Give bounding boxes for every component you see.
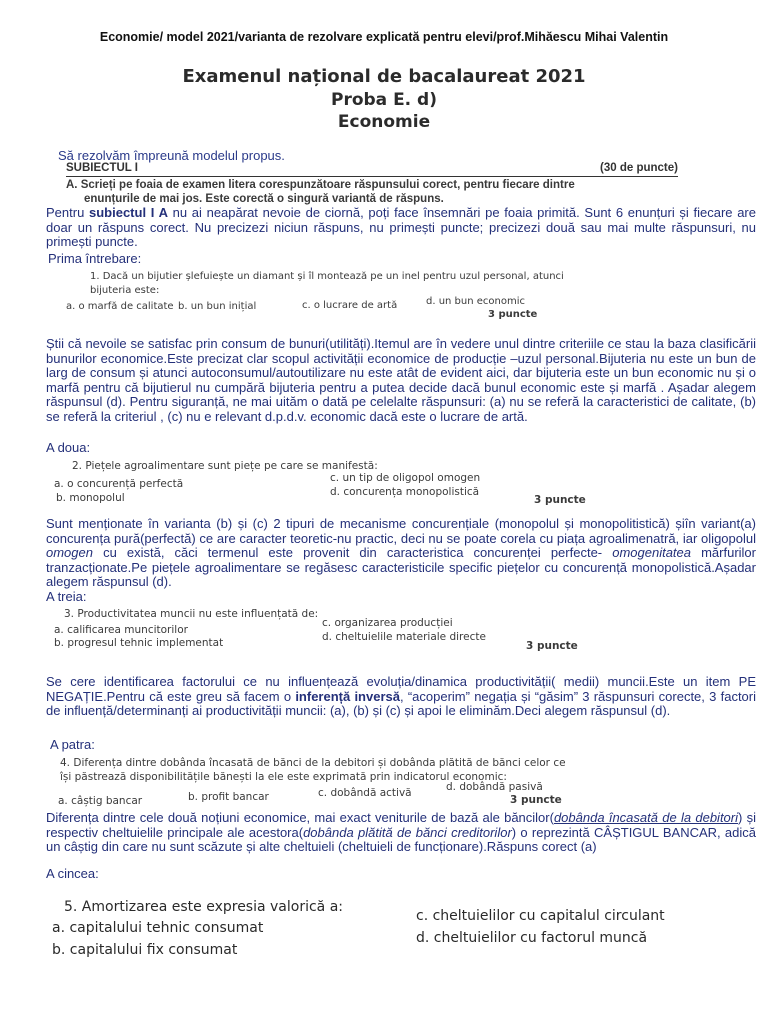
explanation-paragraph: Pentru subiectul I A nu ai neapărat nevoie de ciornă, poți face însemnări pe foaia primită. Sunt 6 enunțuri și fiecare are doar un răspuns corect. Nu precizezi niciun răspuns, nu primești puncte; precizezi două sau mai multe răspunsuri, nu primești puncte. (46, 205, 756, 250)
q1-points: 3 puncte (488, 309, 538, 320)
q2-option-c: c. un tip de oligopol omogen (330, 472, 481, 484)
exam-subtitle: Proba E. d) (330, 90, 437, 110)
q1-option-a: a. o marfă de calitate (66, 301, 174, 312)
subject-ref: subiectul I A (89, 205, 168, 220)
q4-option-c: c. dobândă activă (318, 787, 412, 799)
intro-text: Să rezolvăm împreună modelul propus. (58, 148, 285, 163)
q5-option-d: d. cheltuielilor cu factorul muncă (416, 930, 648, 946)
instruction-line-2: enunțurile de mai jos. Este corectă o singură variantă de răspuns. (84, 193, 444, 205)
subject-instruction (66, 178, 686, 206)
q2-option-a: a. o concurență perfectă (54, 478, 184, 490)
q2-option-d: d. concurența monopolistică (330, 486, 480, 498)
q3-option-b: b. progresul tehnic implementat (54, 637, 224, 649)
q1-option-d: d. un bun economic (426, 296, 526, 307)
subject-points: (30 de puncte) (600, 162, 678, 174)
answer-1: Știi că nevoile se satisfac prin consum de bunuri(utilități).Itemul are în vedere unul dintre criteriile ce stau la baza clasificării bunurilor economice.Este precizat clar scopul activității economice de producție –uzul personal.Bijuteria nu este un bun de larg de consum și atunci autoconsumul/autoutilizare nu este atât de evident aici, dar bijuteria este un bun economic nu și o marfă pentru că bijutierul nu cumpără bijuteria pentru a putea decide dacă bunul economic este și marfă . Așadar alegem răspunsul (d). Pentru siguranță, ne mai uităm o dată pe celelalte răspunsuri: (a) nu se referă la caracteristici de calitate, (b) se referă la criteriul , (c) nu e relevant d.p.d.v. economic dacă este o lucrare de artă. (46, 336, 756, 424)
q3-stem: 3. Productivitatea muncii nu este influențată de: (64, 608, 319, 620)
q2-stem: 2. Piețele agroalimentare sunt piețe pe care se manifestă: (72, 460, 378, 472)
answer-3: Se cere identificarea factorului ce nu influențează evoluția/dinamica productivității( medii) muncii.Este un item PE NEGAȚIE.Pentru că este greu să facem o inferență inversă, “acoperim” negația și “găsim” 3 răspunsuri corecte, 3 factori de influență/determinanți ai productivității muncii: (a), (b) și (c) și apoi le eliminăm.Deci alegem răspunsul (d). (46, 674, 757, 719)
q4-stem-line2: își păstrează disponibilitățile bănești la ele este exprimată prin indicatorul economic: (60, 771, 507, 783)
exam-title: Examenul național de bacalaureat 2021 (182, 66, 586, 87)
q2-points: 3 puncte (534, 494, 586, 506)
answer-4: Diferența dintre cele două noțiuni economice, mai exact veniturile de bază ale băncilor(dobânda încasată de la debitori) și respectiv cheltuielile principale ale acestora(dobânda plătită de bănci creditorilor) o reprezintă CÂȘTIGUL BANCAR, adică un câștig din care nu sunt scăzute și alte cheltuieli (cheltuieli de funcționare).Răspuns corect (a) (46, 810, 757, 855)
q4-option-a: a. câștig bancar (58, 795, 143, 807)
q3-points: 3 puncte (526, 640, 578, 652)
label-fifth-question: A cincea: (46, 866, 99, 881)
q1-option-b: b. un bun inițial (178, 301, 257, 312)
q1-stem-line2: bijuteria este: (90, 285, 160, 296)
q4-option-b: b. profit bancar (188, 791, 269, 803)
q3-option-d: d. cheltuielile materiale directe (322, 631, 486, 643)
label-first-question: Prima întrebare: (48, 251, 142, 266)
q2-option-b: b. monopolul (56, 492, 125, 504)
q5-stem: 5. Amortizarea este expresia valorică a: (64, 899, 344, 915)
q5-option-a: a. capitalului tehnic consumat (52, 920, 264, 936)
q3-option-a: a. calificarea muncitorilor (54, 624, 188, 636)
answer-2: Sunt menționate în varianta (b) și (c) 2 tipuri de mecanisme concurențiale (monopolul și monopolitistică) șiîn variant(a) concurența pură(perfectă) ce are caracter teoretic-nu practic, deci nu se poate corela cu piața agroalimenatră, iar oligopolul omogen cu există, căci termenul este provenit din caracteristica concurenței perfecte- omogenitatea mărfurilor tranzacționate.Pe piețele agroalimentare se regăsesc caracteristicile specific piețelor cu concurență monopolistică.Așadar alegem răspunsul (d). (46, 516, 756, 590)
q4-option-d: d. dobândă pasivă (446, 781, 543, 793)
subject-heading: SUBIECTUL I (66, 162, 138, 174)
q1-option-c: c. o lucrare de artă (302, 300, 398, 311)
q4-stem-line1: 4. Diferența dintre dobânda încasată de bănci de la debitori și dobânda plătită de bănci celor ce (60, 757, 566, 769)
q3-option-c: c. organizarea producției (322, 617, 453, 629)
exam-subject: Economie (337, 112, 431, 132)
label-fourth-question: A patra: (50, 737, 95, 752)
q1-stem-line1: 1. Dacă un bijutier șlefuiește un diamant și îl montează pe un inel pentru uzul personal, atunci (90, 271, 564, 282)
label-third-question: A treia: (46, 589, 87, 604)
q5-option-c: c. cheltuielilor cu capitalul circulant (416, 908, 665, 924)
q4-points: 3 puncte (510, 794, 562, 806)
q5-option-b: b. capitalului fix consumat (52, 942, 238, 958)
page-header: Economie/ model 2021/varianta de rezolvare explicată pentru elevi/prof.Mihăescu Mihai Valentin (99, 30, 669, 44)
subject-heading-row (66, 162, 678, 177)
instruction-line-1: A. Scrieți pe foaia de examen litera corespunzătoare răspunsului corect, pentru fiecare dintre (66, 179, 575, 191)
label-second-question: A doua: (46, 440, 91, 455)
